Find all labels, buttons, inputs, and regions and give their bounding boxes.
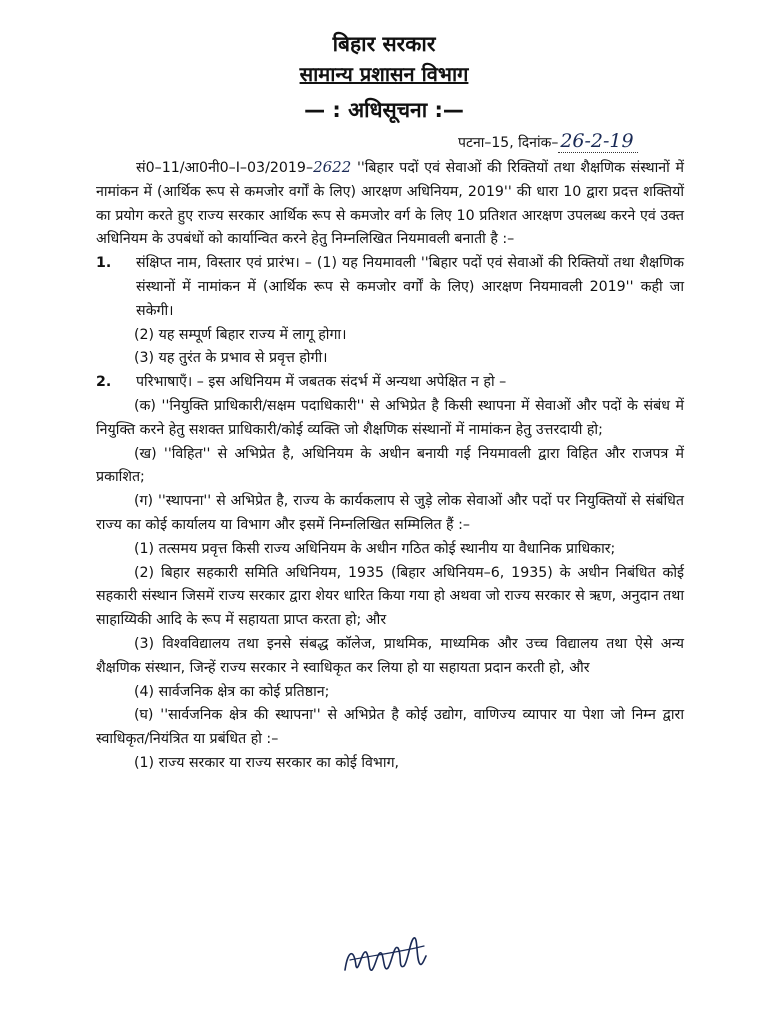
preamble-paragraph: [96, 156, 684, 252]
section-2-text: परिभाषाएँ। – इस अधिनियम में जबतक संदर्भ में अन्यथा अपेक्षित न हो –: [136, 374, 507, 391]
section-1-number: 1.: [96, 255, 112, 272]
clause-ga-2: (2) बिहार सहकारी समिति अधिनियम, 1935 (बिहार अधिनियम–6, 1935) के अधीन निबंधित कोई सहकारी संस्थान जिसमें राज्य सरकार द्वारा शेयर धारित किया गया हो अथवा जो राज्य सरकार से ऋण, अनुदान तथा साहाय्यिकी आदि के रूप में सहायता प्राप्त करता हो; और: [96, 564, 684, 629]
section-1-sub-2: (2) यह सम्पूर्ण बिहार राज्य में लागू होगा।: [134, 326, 347, 343]
reference-number: सं0–11/आ0नी0–I–03/2019–: [136, 160, 314, 176]
section-1-sub-3: (3) यह तुरंत के प्रभाव से प्रवृत्त होगी।: [134, 350, 328, 367]
clause-ga: (ग) ''स्थापना'' से अभिप्रेत है, राज्य के कार्यकलाप से जुड़े लोक सेवाओं और पदों पर नियुक्तियों से संबंधित राज्य का कोई कार्यालय या विभाग और इसमें निम्नलिखित सम्मिलित हैं :–: [96, 493, 684, 533]
clause-ga-4: (4) सार्वजनिक क्षेत्र का कोई प्रतिष्ठान;: [134, 683, 330, 700]
dateline: [458, 130, 698, 152]
notification-heading: — : अधिसूचना :—: [304, 98, 464, 122]
clause-gha: (घ) ''सार्वजनिक क्षेत्र की स्थापना'' से अभिप्रेत है कोई उद्योग, वाणिज्य व्यापार या पेशा जो निम्न द्वारा स्वाधिकृत/नियंत्रित या प्रबंधित हो :–: [96, 707, 684, 748]
dateline-handwritten-date: 26-2-19: [558, 130, 637, 153]
handwritten-signature: [340, 930, 430, 985]
government-heading: बिहार सरकार: [332, 32, 436, 56]
reference-handwritten: 2622: [313, 158, 352, 176]
department-heading-text: सामान्य प्रशासन विभाग: [299, 62, 469, 86]
preamble-text: ''बिहार पदों एवं सेवाओं की रिक्तियों तथा शैक्षणिक संस्थानों में नामांकन में (आर्थिक रूप से कमजोर वर्गों के लिए) आरक्षण अधिनियम, 2019'' की धारा 10 द्वारा प्रदत्त शक्तियों का प्रयोग करते हुए राज्य सरकार आर्थिक रूप से कमजोर वर्ग के लिए 10 प्रतिशत आरक्षण उपलब्ध करने एवं उक्त अधिनियम के उपबंधों को कार्यान्वित करने हेतु निम्नलिखित नियमावली बनाती है :–: [96, 160, 684, 248]
department-heading: [0, 60, 768, 87]
section-1: [96, 252, 684, 323]
section-2-number: 2.: [96, 374, 112, 391]
dateline-place: पटना–15, दिनांक–: [458, 135, 559, 151]
section-1-text: संक्षिप्त नाम, विस्तार एवं प्रारंभ। – (1) यह नियमावली ''बिहार पदों एवं सेवाओं की रिक्तियों तथा शैक्षणिक संस्थानों में नामांकन में (आर्थिक रूप से कमजोर वर्गों के लिए) आरक्षण नियमावली 2019'' कही जा सकेगी।: [136, 255, 684, 319]
clause-ga-1: (1) तत्समय प्रवृत्त किसी राज्य अधिनियम के अधीन गठित कोई स्थानीय या वैधानिक प्राधिकार;: [134, 540, 616, 557]
clause-kha: (ख) ''विहित'' से अभिप्रेत है, अधिनियम के अधीन बनायी गई नियमावली द्वारा विहित और राजपत्र में प्रकाशित;: [96, 445, 684, 486]
section-2: [96, 371, 684, 395]
clause-ga-3: (3) विश्वविद्यालय तथा इनसे संबद्ध कॉलेज, प्राथमिक, माध्यमिक और उच्च विद्यालय तथा ऐसे अन्य शैक्षणिक संस्थान, जिन्हें राज्य सरकार ने स्वाधिकृत कर लिया हो या सहायता प्रदान करती हो, और: [96, 635, 684, 676]
clause-gha-1: (1) राज्य सरकार या राज्य सरकार का कोई विभाग,: [134, 754, 400, 771]
notification-body: [96, 156, 684, 776]
clause-ka: (क) ''नियुक्ति प्राधिकारी/सक्षम पदाधिकारी'' से अभिप्रेत है किसी स्थापना में सेवाओं और पदों के संबंध में नियुक्ति करने हेतु सशक्त प्राधिकारी/कोई व्यक्ति जो शैक्षणिक संस्थानों में नामांकन हेतु उत्तरदायी हो;: [96, 397, 684, 438]
